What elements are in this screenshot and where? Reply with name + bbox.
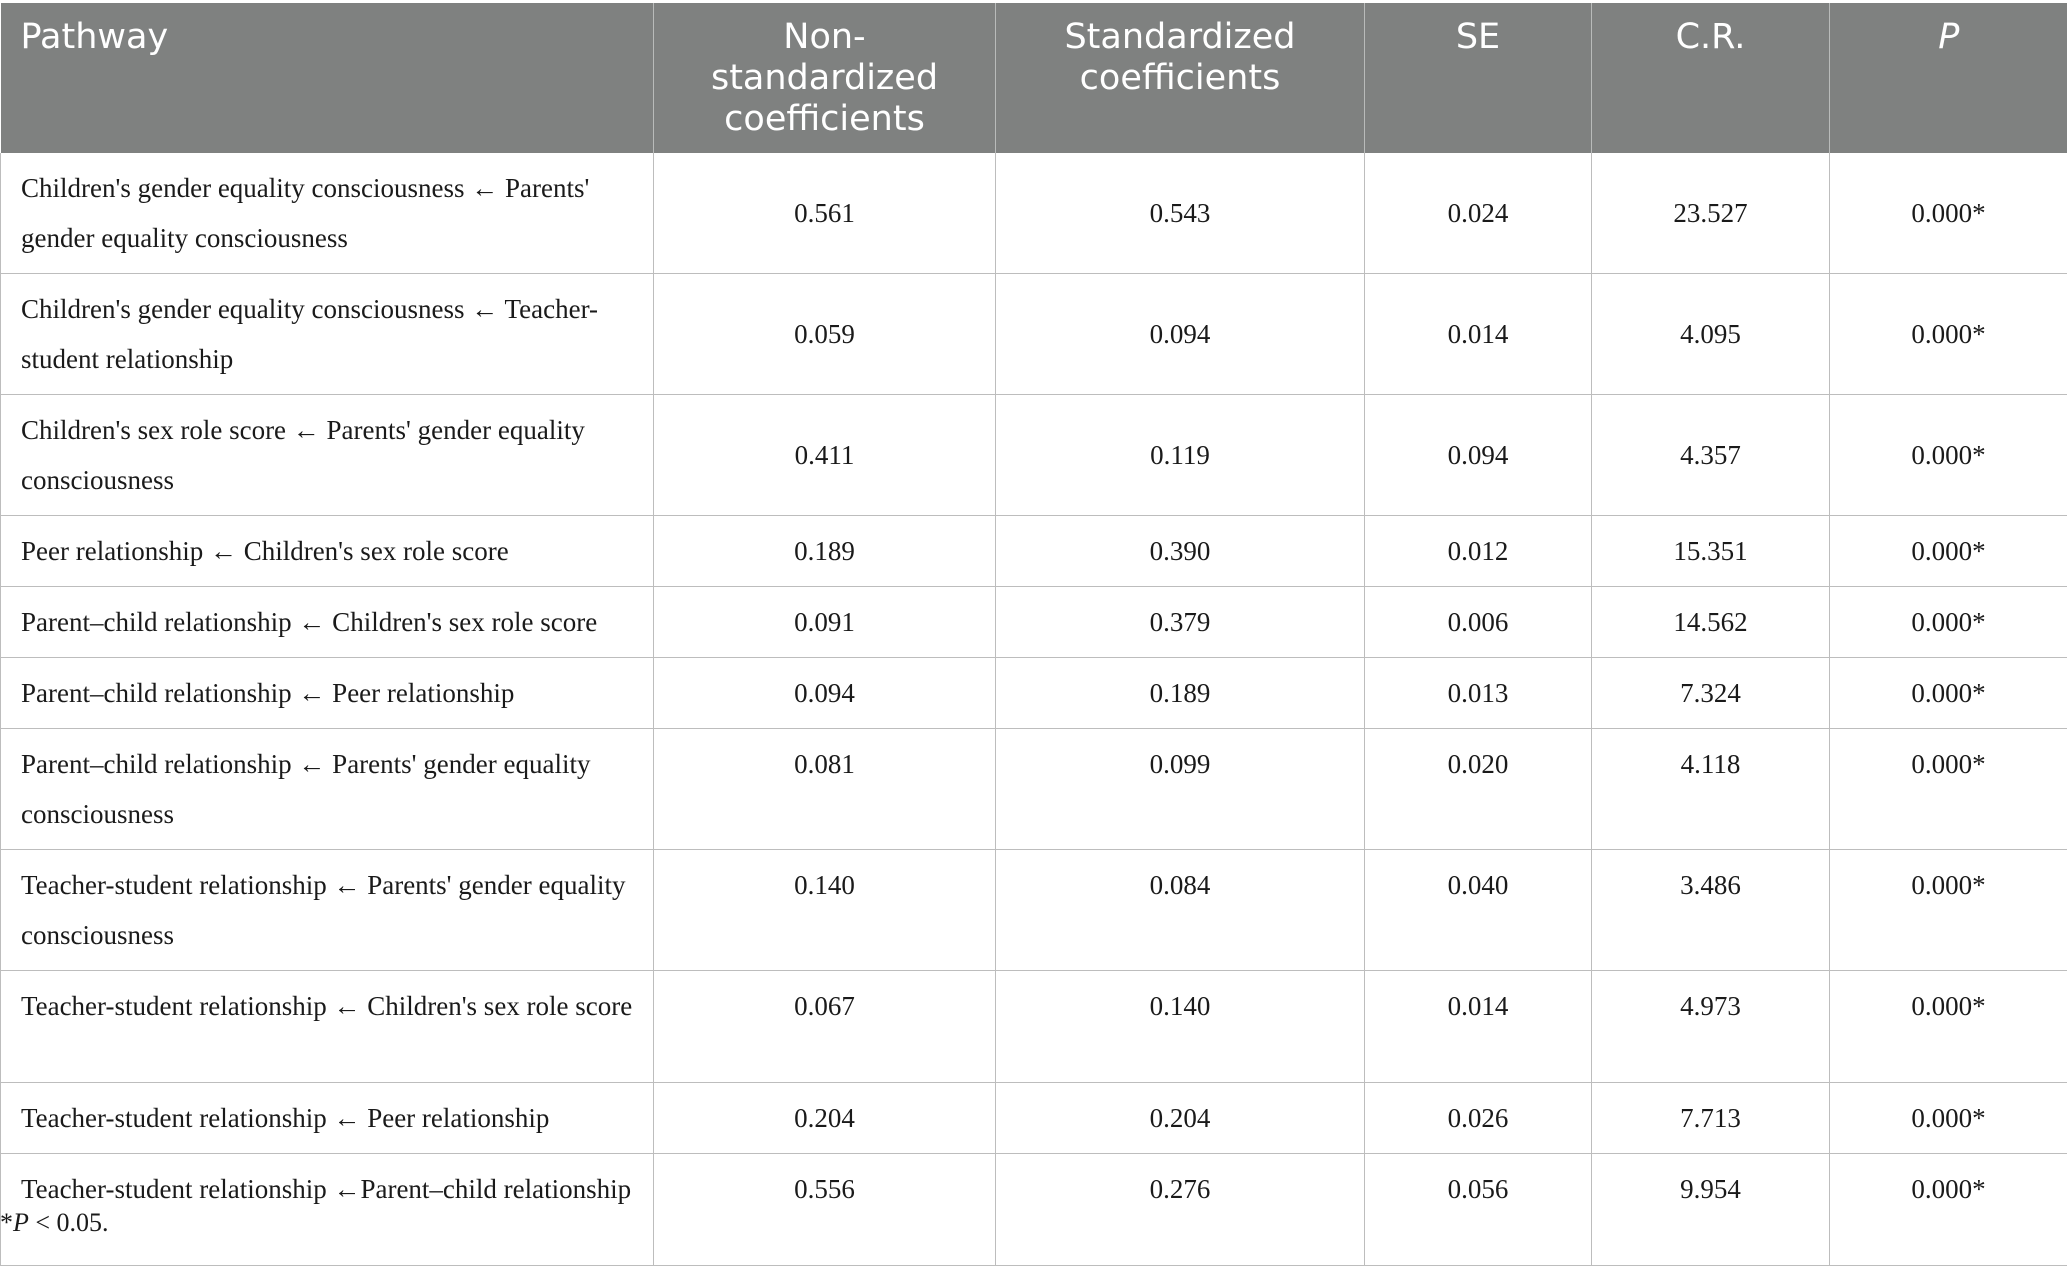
pathway-coefficients-table xyxy=(0,3,2067,1266)
cell-se: 0.006 xyxy=(1365,587,1592,658)
header-nonstandardized: Non-standardized coefficients xyxy=(654,3,996,153)
cell-p: 0.000* xyxy=(1830,153,2067,274)
table-row xyxy=(1,153,2067,274)
cell-p: 0.000* xyxy=(1830,729,2067,850)
footnote-text: < 0.05. xyxy=(29,1208,109,1237)
table-row xyxy=(1,658,2067,729)
cell-cr: 23.527 xyxy=(1592,153,1830,274)
cell-cr: 7.324 xyxy=(1592,658,1830,729)
cell-standardized: 0.084 xyxy=(996,850,1365,971)
cell-standardized: 0.099 xyxy=(996,729,1365,850)
footnote-mark: * xyxy=(0,1208,13,1237)
cell-pathway: Children's sex role score ← Parents' gender equality consciousness xyxy=(1,395,654,516)
header-se: SE xyxy=(1365,3,1592,153)
table-body xyxy=(1,153,2067,1266)
cell-p: 0.000* xyxy=(1830,395,2067,516)
cell-cr: 7.713 xyxy=(1592,1083,1830,1154)
cell-pathway: Parent–child relationship ← Parents' gender equality consciousness xyxy=(1,729,654,850)
cell-p: 0.000* xyxy=(1830,971,2067,1083)
table-row xyxy=(1,1083,2067,1154)
cell-nonstandardized: 0.067 xyxy=(654,971,996,1083)
cell-p: 0.000* xyxy=(1830,1083,2067,1154)
cell-se: 0.014 xyxy=(1365,274,1592,395)
cell-cr: 4.095 xyxy=(1592,274,1830,395)
cell-standardized: 0.119 xyxy=(996,395,1365,516)
cell-nonstandardized: 0.556 xyxy=(654,1154,996,1266)
cell-pathway: Children's gender equality consciousness ← Teacher-student relationship xyxy=(1,274,654,395)
cell-standardized: 0.390 xyxy=(996,516,1365,587)
cell-cr: 4.973 xyxy=(1592,971,1830,1083)
cell-p: 0.000* xyxy=(1830,850,2067,971)
cell-se: 0.040 xyxy=(1365,850,1592,971)
cell-se: 0.012 xyxy=(1365,516,1592,587)
table-row xyxy=(1,395,2067,516)
cell-cr: 4.118 xyxy=(1592,729,1830,850)
header-pathway: Pathway xyxy=(1,3,654,153)
cell-se: 0.056 xyxy=(1365,1154,1592,1266)
cell-p: 0.000* xyxy=(1830,587,2067,658)
cell-nonstandardized: 0.189 xyxy=(654,516,996,587)
cell-se: 0.024 xyxy=(1365,153,1592,274)
cell-cr: 4.357 xyxy=(1592,395,1830,516)
cell-se: 0.026 xyxy=(1365,1083,1592,1154)
table-footnote xyxy=(0,1208,109,1238)
cell-nonstandardized: 0.411 xyxy=(654,395,996,516)
table-row xyxy=(1,850,2067,971)
cell-standardized: 0.140 xyxy=(996,971,1365,1083)
cell-pathway: Teacher-student relationship ← Children's sex role score xyxy=(1,971,654,1083)
cell-p: 0.000* xyxy=(1830,1154,2067,1266)
table-row xyxy=(1,729,2067,850)
header-standardized: Standardized coefficients xyxy=(996,3,1365,153)
cell-nonstandardized: 0.094 xyxy=(654,658,996,729)
cell-pathway: Parent–child relationship ← Peer relationship xyxy=(1,658,654,729)
cell-nonstandardized: 0.091 xyxy=(654,587,996,658)
cell-cr: 15.351 xyxy=(1592,516,1830,587)
table-header xyxy=(1,3,2067,153)
table-row xyxy=(1,1154,2067,1266)
cell-pathway: Parent–child relationship ← Children's sex role score xyxy=(1,587,654,658)
cell-p: 0.000* xyxy=(1830,516,2067,587)
cell-standardized: 0.204 xyxy=(996,1083,1365,1154)
cell-se: 0.094 xyxy=(1365,395,1592,516)
cell-nonstandardized: 0.059 xyxy=(654,274,996,395)
cell-se: 0.013 xyxy=(1365,658,1592,729)
cell-se: 0.014 xyxy=(1365,971,1592,1083)
table-row xyxy=(1,587,2067,658)
cell-pathway: Teacher-student relationship ← Parents' gender equality consciousness xyxy=(1,850,654,971)
cell-pathway: Teacher-student relationship ←Parent–child relationship xyxy=(1,1154,654,1266)
cell-pathway: Teacher-student relationship ← Peer relationship xyxy=(1,1083,654,1154)
cell-cr: 14.562 xyxy=(1592,587,1830,658)
cell-cr: 3.486 xyxy=(1592,850,1830,971)
cell-pathway: Peer relationship ← Children's sex role score xyxy=(1,516,654,587)
cell-cr: 9.954 xyxy=(1592,1154,1830,1266)
table-row xyxy=(1,971,2067,1083)
cell-nonstandardized: 0.204 xyxy=(654,1083,996,1154)
cell-standardized: 0.543 xyxy=(996,153,1365,274)
cell-p: 0.000* xyxy=(1830,658,2067,729)
cell-standardized: 0.276 xyxy=(996,1154,1365,1266)
header-p: P xyxy=(1830,3,2067,153)
cell-standardized: 0.189 xyxy=(996,658,1365,729)
header-cr: C.R. xyxy=(1592,3,1830,153)
cell-standardized: 0.094 xyxy=(996,274,1365,395)
cell-p: 0.000* xyxy=(1830,274,2067,395)
cell-pathway: Children's gender equality consciousness ← Parents' gender equality consciousness xyxy=(1,153,654,274)
results-table-container xyxy=(0,3,2067,1266)
cell-standardized: 0.379 xyxy=(996,587,1365,658)
cell-nonstandardized: 0.561 xyxy=(654,153,996,274)
header-row xyxy=(1,3,2067,153)
cell-se: 0.020 xyxy=(1365,729,1592,850)
footnote-p-symbol: P xyxy=(13,1208,29,1237)
cell-nonstandardized: 0.140 xyxy=(654,850,996,971)
table-row xyxy=(1,274,2067,395)
cell-nonstandardized: 0.081 xyxy=(654,729,996,850)
table-row xyxy=(1,516,2067,587)
